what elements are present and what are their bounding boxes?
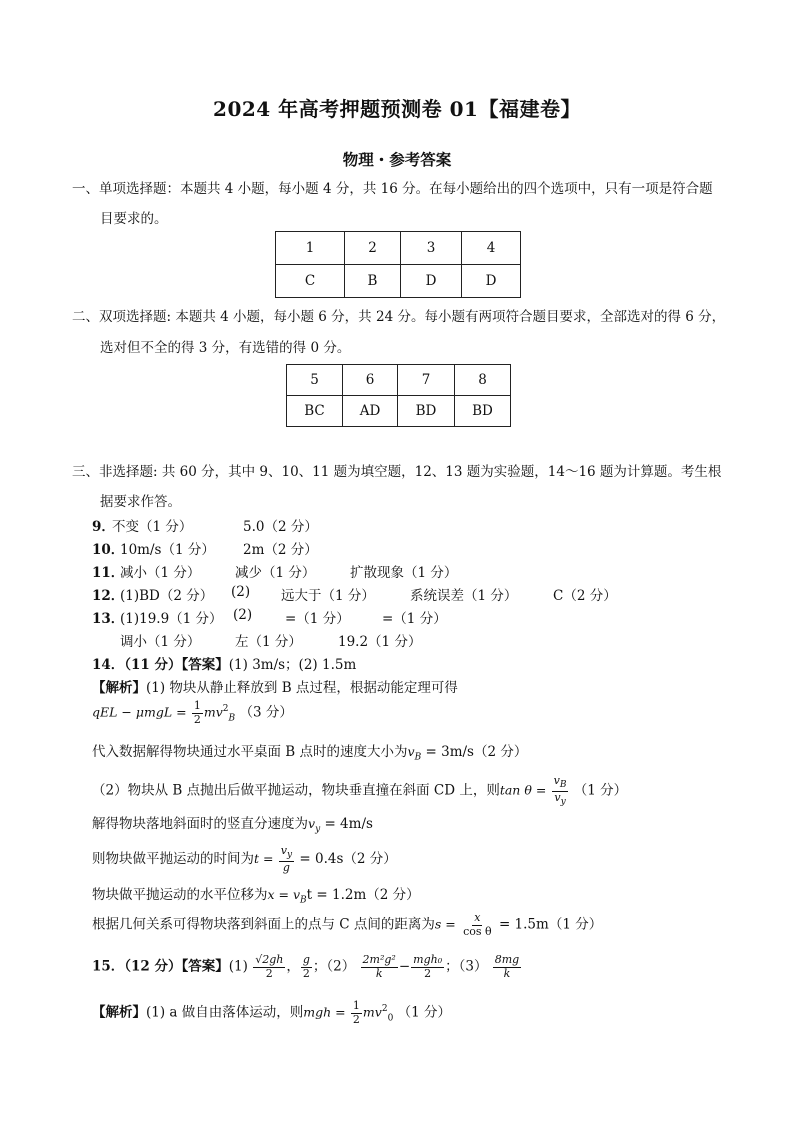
q14-eq1-fraction	[192, 700, 203, 726]
q15-fraction-5	[493, 954, 521, 980]
q15-part2: ；（2）	[312, 958, 356, 975]
table-cell: 1	[276, 232, 345, 265]
q12-answer-b: (2)	[231, 584, 251, 600]
section2-heading: 二、双项选择题: 本题共 4 小题，每小题 6 分，共 24 分。每小题有两项符合题目要求，全部选对的得 6 分，	[72, 309, 726, 325]
q13-answer-f: 左（1 分）	[235, 634, 302, 650]
q14-line2-symbol: v	[407, 744, 415, 759]
fraction-denominator: cos θ	[463, 924, 492, 938]
fraction-numerator: x	[474, 911, 481, 924]
q14-eq1-left: qEL − μmgL =	[92, 704, 187, 720]
section1-heading-cont: 目要求的。	[100, 211, 168, 227]
q14-line2-value: = 3m/s（2 分）	[425, 744, 528, 760]
fraction-numerator: $v_B$	[553, 774, 567, 791]
fraction-denominator: 2	[265, 966, 273, 980]
fraction-denominator: 2	[352, 1012, 360, 1026]
q13-answer-g: 19.2（1 分）	[338, 634, 422, 650]
q14-analysis-text: (1) 物块从静止释放到 B 点过程，根据动能定理可得	[146, 680, 458, 696]
q14-line7-value: = 1.5m（1 分）	[498, 916, 603, 933]
q14-line4-value: = 4m/s	[324, 816, 373, 832]
table-cell: BC	[287, 396, 343, 427]
q12-answer-e: C（2 分）	[553, 588, 617, 604]
q15-answer-tag: 【答案】	[181, 958, 229, 975]
section1-heading: 一、单项选择题：本题共 4 小题，每小题 4 分，共 16 分。在每小题给出的四个选项中，只有一项是符合题	[72, 181, 713, 197]
table-cell: 3	[401, 232, 462, 265]
q13-answer-e: 调小（1 分）	[120, 634, 201, 650]
q14-line3-text: （2）物块从 B 点抛出后做平抛运动，物块垂直撞在斜面 CD 上，则	[92, 782, 500, 799]
q15-header: 15．（12 分）【答案】(1) $\frac{√2gh}{2}$ ， $\frac{g}{2}$ ；（2） $\frac{\text{2m²g²}}{k}$ − $\frac{\text{mgh₀}}{2}$ ；（3） $\frac{8mg}{k}$	[92, 953, 520, 980]
q14-line6: 物块做平抛运动的水平位移为$x = v_Bt = 1.2m(2$ 分）	[92, 887, 420, 906]
q14-header	[92, 653, 356, 673]
q14-answer-tag: 【答案】	[181, 657, 229, 673]
q14-analysis-tag: 【解析】	[92, 680, 146, 696]
page-subtitle: 物理・参考答案	[342, 150, 452, 169]
q15-fraction-4	[411, 954, 444, 980]
fraction-numerator: 1	[352, 999, 360, 1012]
q11-answer-a: 减小（1 分）	[120, 565, 201, 581]
q14-line3	[92, 775, 627, 807]
q14-line2-text: 代入数据解得物块通过水平桌面 B 点时的速度大小为	[92, 744, 408, 760]
q14-line6-symbol: x = v	[267, 887, 301, 902]
q14-number: 14．（11 分）	[92, 657, 182, 673]
q15-fraction-3	[361, 954, 398, 980]
table-cell: 2	[345, 232, 401, 265]
fraction-denominator: 2	[193, 712, 201, 726]
q15-fraction-2	[301, 954, 312, 980]
page-title: 2024 年高考押题预测卷 01【福建卷】	[213, 97, 581, 121]
fraction-denominator: 2	[302, 966, 310, 980]
fraction-denominator: k	[503, 966, 511, 980]
q14-eq1-score: （3 分）	[239, 704, 293, 721]
table-cell: 8	[455, 365, 511, 396]
table-cell: AD	[343, 396, 398, 427]
q9-number: 9．	[92, 519, 115, 535]
q15-eq-fraction	[351, 1000, 362, 1026]
q14-analysis-line1	[92, 676, 458, 696]
fraction-numerator: 2m²g²	[362, 953, 396, 966]
q14-line4: 解得物块落地斜面时的竖直分速度为$v_y = 4m/s$	[92, 816, 373, 835]
fraction-numerator: mgh₀	[413, 953, 443, 966]
table-cell: BD	[455, 396, 511, 427]
q10-answer-a: 10m/s（1 分）	[120, 542, 215, 558]
table-cell: 7	[398, 365, 455, 396]
table-cell: 5	[287, 365, 343, 396]
q14-line5-symbol: t =	[254, 851, 274, 867]
fraction-numerator: 8mg	[494, 953, 520, 966]
fraction-numerator: 1	[193, 699, 201, 712]
q14-answer-text: (1) 3m/s；(2) 1.5m	[228, 657, 357, 673]
q14-line5-text: 则物块做平抛运动的时间为	[92, 851, 254, 868]
section1-answer-table	[275, 231, 521, 298]
q11-number: 11．	[92, 565, 125, 581]
q14-eq1-right: mv	[203, 704, 223, 720]
section2-answer-table	[286, 364, 511, 427]
q13-answer-d: =（1 分）	[382, 611, 447, 627]
q10-number: 10．	[92, 542, 125, 558]
q9-answer-a: 不变（1 分）	[112, 519, 193, 535]
fraction-denominator: 2	[424, 966, 432, 980]
q10-answer-b: 2m（2 分）	[243, 542, 318, 558]
q15-analysis-line1: 【解析】(1) a 做自由落体运动，则mgh = $\frac{1}{2}$ $mv^2_0$ （1 分）	[92, 999, 451, 1026]
q14-line7-fraction	[461, 912, 494, 938]
q13-number: 13．	[92, 611, 125, 627]
q14-line2: 代入数据解得物块通过水平桌面 B 点时的速度大小为$v_B = 3m/s(2$ 分）	[92, 744, 528, 763]
q14-line3-symbol: tan θ =	[499, 782, 547, 798]
table-cell: 6	[343, 365, 398, 396]
q13-answer-a: (1)19.9（1 分）	[120, 611, 223, 627]
q13-answer-c: =（1 分）	[285, 611, 350, 627]
q14-line6-value: t = 1.2m（2 分）	[306, 887, 420, 903]
fraction-denominator: g	[282, 860, 290, 874]
q15-part3: ；（3）	[445, 958, 488, 975]
q15-eq-right: mv	[362, 1004, 382, 1020]
q14-line6-text: 物块做平抛运动的水平位移为	[92, 887, 268, 903]
fraction-numerator: √2gh	[255, 953, 284, 966]
q15-eq-left: mgh =	[303, 1004, 346, 1020]
fraction-numerator: g	[302, 953, 310, 966]
fraction-denominator: k	[375, 966, 383, 980]
fraction-denominator: $v_y$	[554, 790, 566, 807]
q15-eq-score: （1 分）	[397, 1004, 451, 1021]
table-cell: D	[401, 265, 462, 298]
q14-line4-symbol: v	[308, 816, 316, 831]
q14-line3-fraction	[552, 775, 569, 807]
section2-heading-cont: 选对但不全的得 3 分，有选错的得 0 分。	[100, 340, 351, 356]
q12-answer-d: 系统误差（1 分）	[410, 588, 518, 604]
q14-line5-value: = 0.4s（2 分）	[299, 851, 397, 868]
table-cell: B	[345, 265, 401, 298]
q13-answer-b: (2)	[233, 607, 253, 623]
q12-answer-a: (1)BD（2 分）	[120, 588, 214, 604]
section3-heading: 三、非选择题: 共 60 分，其中 9、10、11 题为填空题，12、13 题为实验题，14～16 题为计算题。考生根	[72, 464, 722, 480]
q14-line7	[92, 912, 602, 938]
q11-answer-b: 减少（1 分）	[235, 565, 316, 581]
q11-answer-c: 扩散现象（1 分）	[350, 565, 458, 581]
q15-minus: −	[398, 958, 411, 975]
q9-answer-b: 5.0（2 分）	[243, 519, 318, 535]
q15-part1: (1)	[228, 958, 248, 975]
q14-line4-text: 解得物块落地斜面时的竖直分速度为	[92, 816, 308, 832]
table-cell: C	[276, 265, 345, 298]
q14-line5	[92, 845, 397, 874]
q12-answer-c: 远大于（1 分）	[281, 588, 375, 604]
section3-heading-cont: 据要求作答。	[100, 494, 181, 510]
q15-fraction-1	[253, 954, 285, 980]
q15-analysis-text: (1) a 做自由落体运动，则	[146, 1004, 304, 1021]
q12-number: 12．	[92, 588, 125, 604]
q14-line7-symbol: s =	[434, 916, 456, 932]
q15-analysis-tag: 【解析】	[92, 1004, 146, 1021]
q15-number: 15．（12 分）	[92, 958, 182, 975]
table-cell: BD	[398, 396, 455, 427]
table-cell: 4	[462, 232, 521, 265]
q14-line3-score: （1 分）	[573, 782, 628, 799]
table-cell: D	[462, 265, 521, 298]
fraction-numerator: $v_y$	[280, 844, 293, 861]
q14-equation1: qEL − μmgL = $\frac{1}{2}$ $mv^2_B$ （3 分）	[92, 699, 293, 726]
q14-line7-text: 根据几何关系可得物块落到斜面上的点与 C 点间的距离为	[92, 916, 435, 933]
q14-line5-fraction	[279, 845, 294, 874]
